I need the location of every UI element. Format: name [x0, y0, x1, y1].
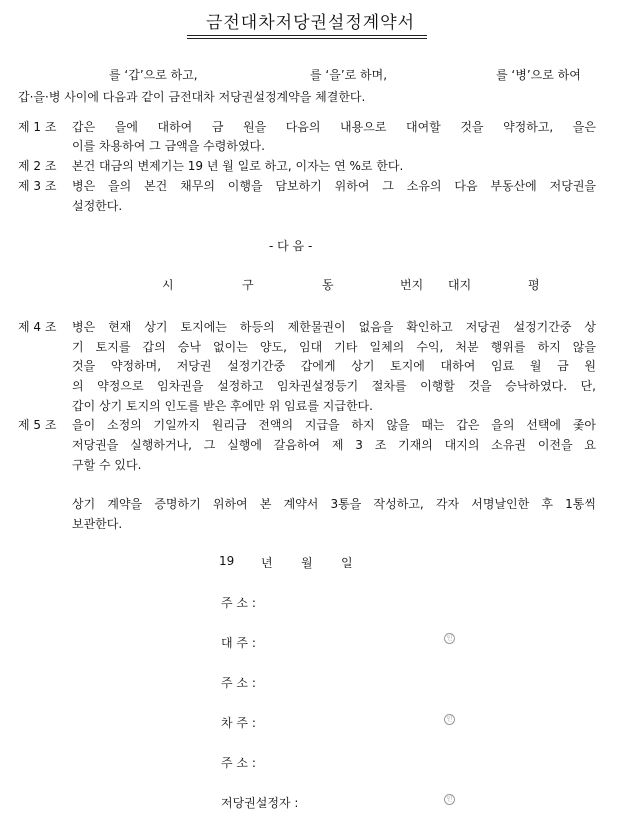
- signature-mortgagor: 저당권설정자 :: [221, 796, 299, 810]
- document-title: 금전대차저당권설정계약서: [205, 13, 416, 33]
- signature-address-3: 주 소 :: [221, 756, 256, 770]
- article-3-line-2: 설정한다.: [72, 199, 123, 213]
- title-underline-2: [187, 38, 427, 39]
- article-3-number: 제 3 조: [18, 179, 57, 193]
- lender-seal-icon: 인: [444, 633, 455, 644]
- property-beonji: 번지: [400, 278, 424, 292]
- mortgagor-seal-icon: 인: [444, 794, 455, 805]
- property-gu: 구: [242, 278, 254, 292]
- date-month: 월: [301, 556, 313, 570]
- date-yy: 19: [219, 554, 235, 568]
- article-2-line-1: 본건 대금의 변제기는 19 년 월 일로 하고, 이자는 연 %로 한다.: [72, 159, 404, 173]
- signature-lender: 대 주 :: [221, 636, 256, 650]
- property-pyeong: 평: [528, 278, 540, 292]
- article-2-number: 제 2 조: [18, 159, 57, 173]
- article-4-number: 제 4 조: [18, 320, 57, 334]
- article-1-number: 제 1 조: [18, 120, 57, 134]
- da-eum-heading: - 다 음 -: [269, 239, 313, 253]
- property-si: 시: [162, 278, 174, 292]
- signature-address-1: 주 소 :: [221, 596, 256, 610]
- closing-line-1: 상기 계약을 증명하기 위하여 본 계약서 3통을 작성하고, 각자 서명날인한 후 1통씩: [72, 497, 596, 511]
- article-4-line-5: 갑이 상기 토지의 인도를 받은 후에만 위 임료를 지급한다.: [72, 399, 373, 413]
- date-year: 년: [261, 556, 273, 570]
- closing-line-2: 보관한다.: [72, 517, 123, 531]
- article-4-line-1: 병은 현재 상기 토지에는 하등의 제한물권이 없음을 확인하고 저당권 설정기간중 상: [72, 320, 596, 334]
- borrower-seal-icon: 인: [444, 714, 455, 725]
- intro-gap: 를 ‘갑’으로 하고,: [109, 68, 198, 82]
- title-underline-1: [187, 35, 427, 36]
- article-3-line-1: 병은 을의 본건 채무의 이행을 담보하기 위하여 그 소유의 다음 부동산에 저당권을: [72, 179, 596, 193]
- signature-borrower: 차 주 :: [221, 716, 256, 730]
- article-4-line-4: 의 약정으로 임차권을 설정하고 임차권설정등기 절차를 이행할 것을 승낙하였다. 단,: [72, 379, 596, 393]
- article-5-line-1: 을이 소정의 기일까지 원리금 전액의 지급을 하지 않을 때는 갑은 을의 선택에 좇아: [72, 418, 596, 432]
- article-4-line-2: 기 토지를 갑의 승낙 없이는 양도, 임대 기타 일체의 수익, 처분 행위를 하지 않을: [72, 340, 596, 354]
- date-day: 일: [341, 556, 353, 570]
- intro-eul: 를 ‘을’로 하며,: [310, 68, 388, 82]
- article-4-line-3: 것을 약정하며, 저당권 설정기간중 갑에게 상기 토지에 대하여 임료 월 금 원: [72, 359, 596, 373]
- article-1-line-1: 갑은 을에 대하여 금 원을 다음의 내용으로 대여할 것을 약정하고, 을은: [72, 120, 596, 134]
- property-daeji: 대지: [448, 278, 472, 292]
- intro-line2: 갑·을·병 사이에 다음과 같이 금전대차 저당권설정계약을 체결한다.: [18, 90, 366, 104]
- property-dong: 동: [322, 278, 334, 292]
- article-1-line-2: 이를 차용하여 그 금액을 수령하였다.: [72, 139, 265, 153]
- signature-address-2: 주 소 :: [221, 676, 256, 690]
- article-5-line-2: 저당권을 실행하거나, 그 실행에 갈음하여 제 3 조 기재의 대지의 소유권 이전을 요: [72, 438, 596, 452]
- intro-byeong: 를 ‘병’으로 하여: [496, 68, 581, 82]
- article-5-line-3: 구할 수 있다.: [72, 458, 142, 472]
- article-5-number: 제 5 조: [18, 418, 57, 432]
